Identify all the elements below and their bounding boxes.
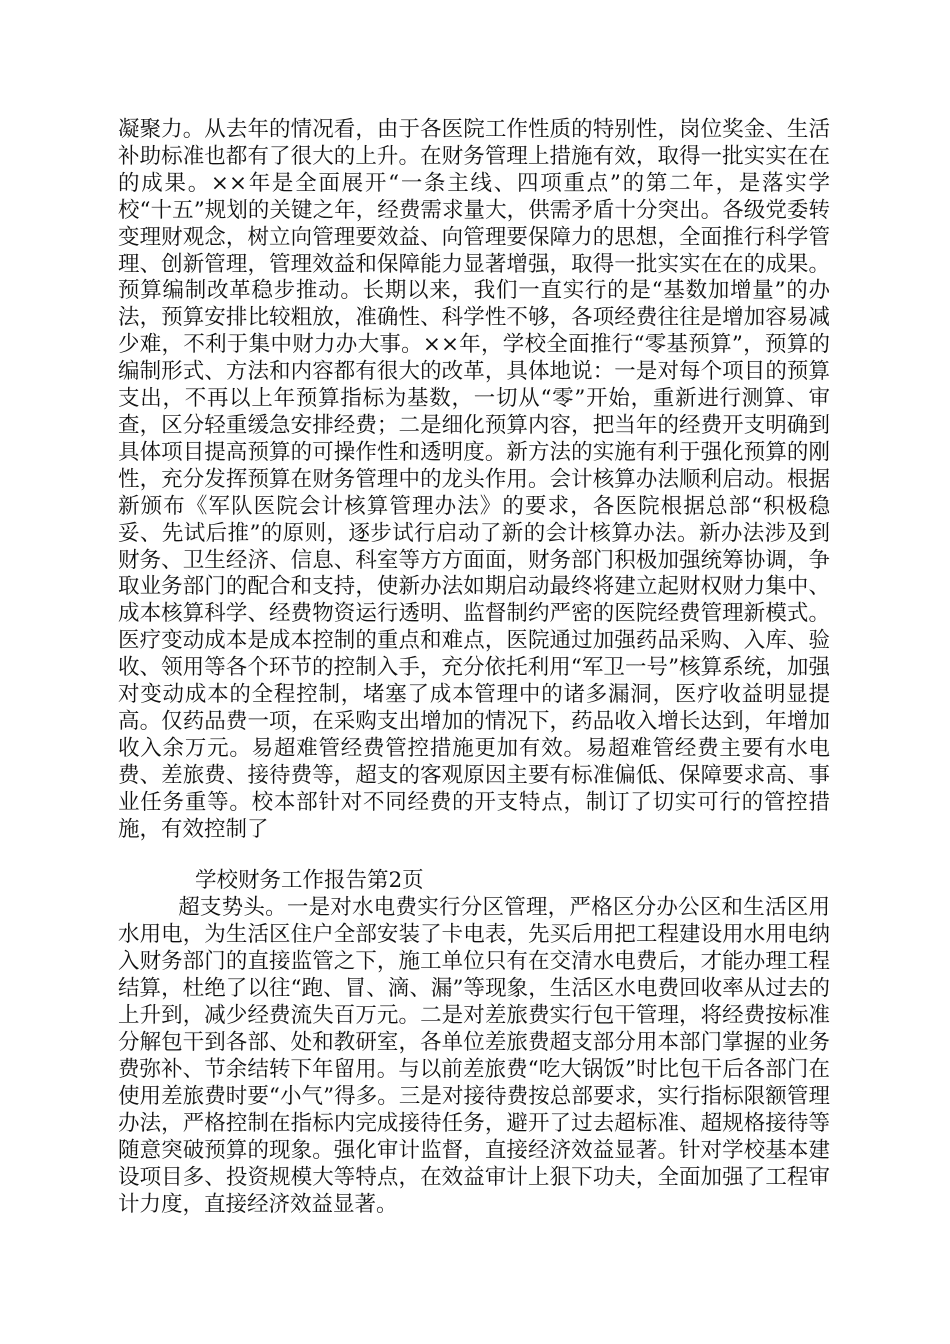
page-heading: 学校财务工作报告第2页 — [195, 868, 424, 893]
body-paragraph-1: 凝聚力。从去年的情况看，由于各医院工作性质的特别性，岗位奖金、生活补助标准也都有了很大的上升。在财务管理上措施有效，取得一批实实在在的成果。××年是全面展开“一条主线、四项重点”的第二年，是落实学校“十五”规划的关键之年，经费需求量大，供需矛盾十分突出。各级党委转变理财观念，树立向管理要效益、向管理要保障力的思想，全面推行科学管理、创新管理，管理效益和保障能力显著增强，取得一批实实在在的成果。预算编制改革稳步推动。长期以来，我们一直实行的是“基数加增量”的办法，预算安排比较粗放，准确性、科学性不够，各项经费往往是增加容易减少难，不利于集中财力办大事。××年，学校全面推行“零基预算”，预算的编制形式、方法和内容都有很大的改革，具体地说：一是对每个项目的预算支出，不再以上年预算指标为基数，一切从“零”开始，重新进行测算、审查，区分轻重缓急安排经费；二是细化预算内容，把当年的经费开支明确到具体项目提高预算的可操作性和透明度。新方法的实施有利于强化预算的刚性，充分发挥预算在财务管理中的龙头作用。会计核算办法顺利启动。根据新颁布《军队医院会计核算管理办法》的要求，各医院根据总部“积极稳妥、先试后推”的原则，逐步试行启动了新的会计核算办法。新办法涉及到财务、卫生经济、信息、科室等方方面面，财务部门积极加强统筹协调，争取业务部门的配合和支持，使新办法如期启动最终将建立起财权财力集中、成本核算科学、经费物资运行透明、监督制约严密的医院经费管理新模式。医疗变动成本是成本控制的重点和难点，医院通过加强药品采购、入库、验收、领用等各个环节的控制入手，充分依托利用“军卫一号”核算系统，加强对变动成本的全程控制，堵塞了成本管理中的诸多漏洞，医疗收益明显提高。仅药品费一项，在采购支出增加的情况下，药品收入增长达到，年增加收入余万元。易超难管经费管控措施更加有效。易超难管经费主要有水电费、差旅费、接待费等，超支的客观原因主要有标准偏低、保障要求高、事业任务重等。校本部针对不同经费的开支特点，制订了切实可行的管控措施，有效控制了 — [118, 117, 830, 842]
body-paragraph-2: 超支势头。一是对水电费实行分区管理，严格区分办公区和生活区用水用电，为生活区住户全部安装了卡电表，先买后用把工程建设用水用电纳入财务部门的直接监管之下，施工单位只有在交清水电费后，才能办理工程结算，杜绝了以往“跑、冒、滴、漏”等现象，生活区水电费回收率从过去的上升到，减少经费流失百万元。二是对差旅费实行包干管理，将经费按标准分解包干到各部、处和教研室，各单位差旅费超支部分用本部门掌握的业务费弥补、节余结转下年留用。与以前差旅费“吃大锅饭”时比包干后各部门在使用差旅费时要“小气”得多。三是对接待费按总部要求，实行指标限额管理办法，严格控制在指标内完成接待任务，避开了过去超标准、超规格接待等随意突破预算的现象。强化审计监督，直接经济效益显著。针对学校基本建设项目多、投资规模大等特点，在效益审计上狠下功夫，全面加强了工程审计力度，直接经济效益显著。 — [118, 895, 830, 1217]
